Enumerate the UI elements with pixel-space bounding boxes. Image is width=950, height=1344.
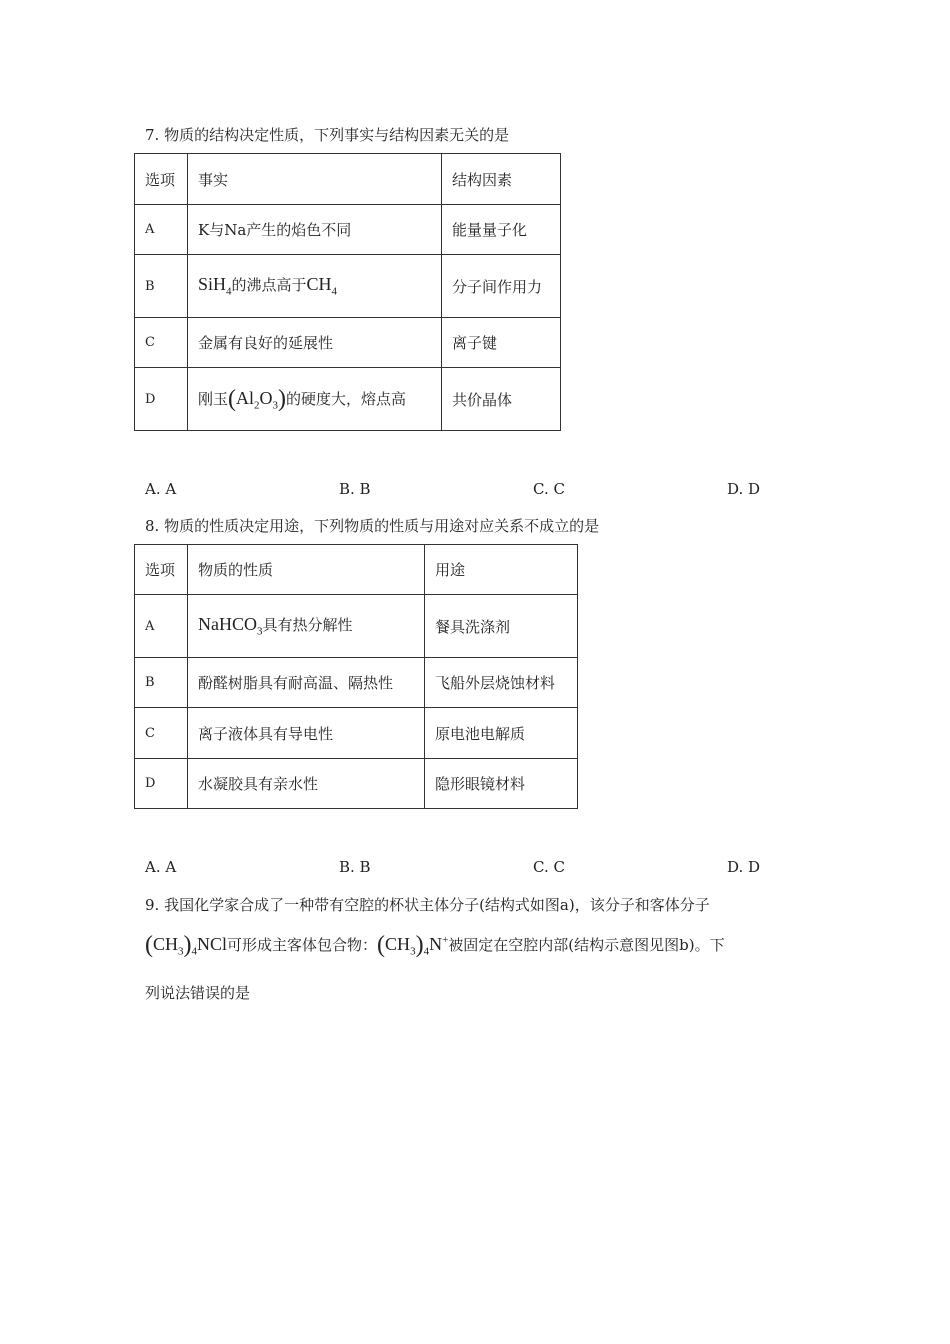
fact-cell: K与Na产生的焰色不同 [188,205,442,255]
q9-line-2 [145,932,725,959]
q7-table [134,153,561,431]
choice-b[interactable]: B. B [339,858,371,876]
factor-cell: 离子键 [442,318,561,368]
formula-text: CH [306,274,332,295]
formula-text: Al [236,387,255,408]
right-paren: ) [278,385,287,412]
right-paren: ) [183,932,192,958]
table-row [135,545,578,595]
q9-line-3: 列说法错误的是 [145,984,251,1002]
choice-a[interactable]: A. A [145,858,177,876]
table-row [135,759,578,809]
subscript: 4 [331,285,338,298]
property-cell: 酚醛树脂具有耐高温、隔热性 [188,658,425,708]
factor-cell: 共价晶体 [442,368,561,431]
formula-text: NaHCO [198,614,257,635]
factor-cell: 能量量子化 [442,205,561,255]
subscript: 3 [410,945,416,958]
choice-c[interactable]: C. C [533,858,565,876]
header-cell: 选项 [135,154,188,205]
subscript: 3 [272,399,279,412]
option-cell: A [135,205,188,255]
option-cell: C [135,318,188,368]
use-cell: 隐形眼镜材料 [425,759,578,809]
formula-text: CH [153,934,179,954]
fact-cell [188,368,442,431]
option-cell: D [135,368,188,431]
choice-b[interactable]: B. B [339,480,371,498]
subscript: 4 [226,285,232,298]
use-cell: 原电池电解质 [425,708,578,759]
table-row [135,595,578,658]
property-cell: 离子液体具有导电性 [188,708,425,759]
q9-text: 被固定在空腔内部(结构示意图见图b)。下 [448,936,725,954]
formula-ncl: NCl [197,934,228,954]
choice-d[interactable]: D. D [727,858,761,876]
formula-ch3 [153,934,184,958]
table-row [135,658,578,708]
fact-cell [188,255,442,318]
choice-c[interactable]: C. C [533,480,565,498]
use-cell: 餐具洗涤剂 [425,595,578,658]
table-row [135,318,561,368]
table-row [135,708,578,759]
header-cell: 选项 [135,545,188,595]
property-cell [188,595,425,658]
subscript: 3 [257,625,263,638]
header-cell: 物质的性质 [188,545,425,595]
option-cell: B [135,658,188,708]
formula-text: N [429,934,443,954]
formula-ch3 [385,934,416,958]
fact-cell: 金属有良好的延展性 [188,318,442,368]
header-cell: 结构因素 [442,154,561,205]
subscript: 3 [178,945,184,958]
left-paren: ( [228,385,237,412]
right-paren: ) [415,932,424,958]
formula-nahco3 [198,614,263,638]
option-cell: D [135,759,188,809]
option-cell: A [135,595,188,658]
formula-al2o3 [236,387,279,412]
table-row [135,205,561,255]
q9-line-1: 9. 我国化学家合成了一种带有空腔的杯状主体分子(结构式如图a)，该分子和客体分子 [145,896,710,914]
option-cell: C [135,708,188,759]
formula-ch4 [306,274,338,298]
table-row [135,154,561,205]
table-row [135,368,561,431]
choice-d[interactable]: D. D [727,480,761,498]
fact-text: 的硬度大，熔点高 [286,389,407,408]
property-text: 具有热分解性 [262,616,353,635]
formula-text: SiH [198,274,227,295]
property-cell: 水凝胶具有亲水性 [188,759,425,809]
subscript: 4 [191,945,198,958]
formula-n-plus [429,934,448,954]
factor-cell: 分子间作用力 [442,255,561,318]
header-cell: 用途 [425,545,578,595]
option-cell: B [135,255,188,318]
q9-text: 可形成主客体包合物： [227,936,378,954]
fact-text: 刚玉 [198,389,229,408]
q8-title: 8. 物质的性质决定用途，下列物质的性质与用途对应关系不成立的是 [145,517,600,535]
q7-title: 7. 物质的结构决定性质，下列事实与结构因素无关的是 [145,126,510,144]
q8-table [134,544,578,809]
use-cell: 飞船外层烧蚀材料 [425,658,578,708]
table-row [135,255,561,318]
formula-text: O [259,387,273,408]
fact-text: 的沸点高于 [231,276,307,295]
formula-text: CH [385,934,411,954]
left-paren: ( [145,932,153,958]
choice-a[interactable]: A. A [145,480,177,498]
subscript: 2 [254,399,260,412]
header-cell: 事实 [188,154,442,205]
superscript: + [442,934,449,946]
formula-sih4 [198,274,232,298]
subscript: 4 [423,945,430,958]
left-paren: ( [377,932,386,958]
